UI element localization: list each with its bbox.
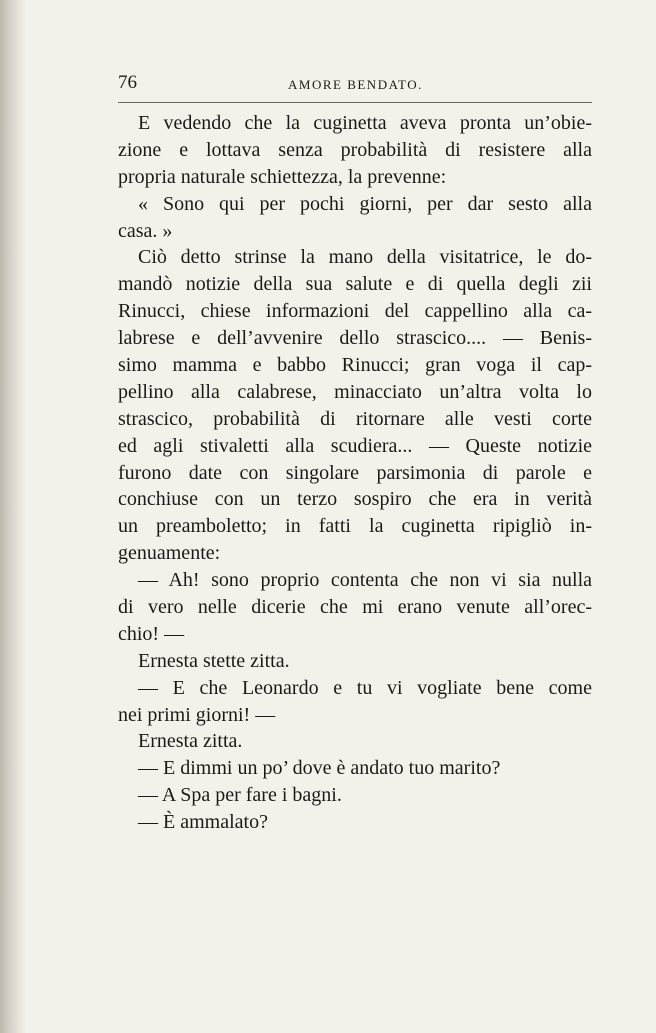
text-line: genuamente: xyxy=(118,542,221,565)
text-line: Ernesta stette zitta. xyxy=(138,649,290,672)
text-line: — A Spa per fare i bagni. xyxy=(138,784,342,807)
text-line: ed agli stivaletti alla scudiera... — Queste notizie xyxy=(118,434,592,457)
text-line: conchiuse con un terzo sospiro che era in verità xyxy=(118,488,592,511)
text-line: labrese e dell’avvenire dello strascico.... — Benis- xyxy=(118,327,592,350)
text-line: Ciò detto strinse la mano della visitatrice, le do- xyxy=(138,246,592,269)
body-text xyxy=(118,110,592,836)
text-line: chio! — xyxy=(118,622,185,645)
text-line: casa. » xyxy=(118,219,173,242)
text-line: nei primi giorni! — xyxy=(118,703,276,726)
text-line: — E che Leonardo e tu vi vogliate bene come xyxy=(138,676,592,699)
text-line: strascico, probabilità di ritornare alle vesti corte xyxy=(118,407,592,430)
text-line: zione e lottava senza probabilità di resistere alla xyxy=(118,138,592,161)
text-line: pellino alla calabrese, minacciato un’altra volta lo xyxy=(118,380,592,403)
page-header xyxy=(118,72,592,98)
text-line: E vedendo che la cuginetta aveva pronta un’obie- xyxy=(138,112,592,134)
text-line: mandò notizie della sua salute e di quella degli zii xyxy=(118,273,592,296)
text-line: — Ah! sono proprio contenta che non vi sia nulla xyxy=(138,569,592,592)
page-number: 76 xyxy=(118,72,137,93)
text-line: Rinucci, chiese informazioni del cappellino alla ca- xyxy=(118,300,592,323)
text-line: Ernesta zitta. xyxy=(138,730,243,753)
text-line: furono date con singolare parsimonia di parole e xyxy=(118,461,592,484)
text-line: — È ammalato? xyxy=(138,811,268,834)
text-line: propria naturale schiettezza, la prevenne: xyxy=(118,165,447,188)
text-line: « Sono qui per pochi giorni, per dar sesto alla xyxy=(138,192,592,215)
running-title: AMORE BENDATO. xyxy=(288,77,423,92)
header-rule xyxy=(118,102,592,103)
text-line: di vero nelle dicerie che mi erano venute all’orec- xyxy=(118,596,592,619)
text-line: simo mamma e babbo Rinucci; gran voga il cap- xyxy=(118,354,592,377)
page-binding-shadow xyxy=(0,0,26,1033)
text-line: un preamboletto; in fatti la cuginetta ripigliò in- xyxy=(118,515,592,538)
text-line: — E dimmi un po’ dove è andato tuo marito? xyxy=(138,757,501,780)
